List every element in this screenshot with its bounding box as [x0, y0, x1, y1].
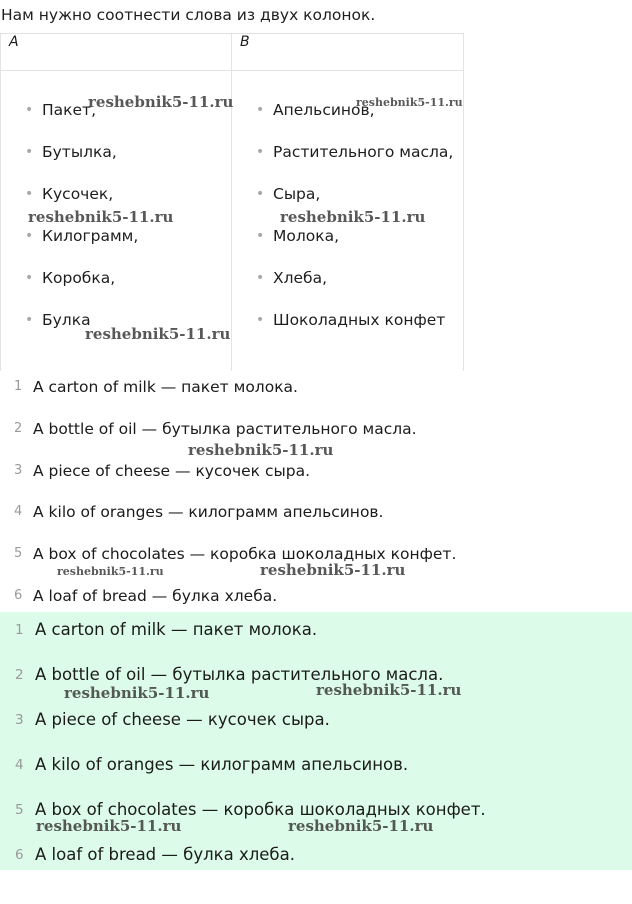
item-number: 1 — [14, 379, 23, 394]
item-number: 2 — [14, 420, 23, 436]
matching-table — [0, 33, 464, 371]
answer-item — [0, 800, 486, 845]
watermark-logo: reshebnik5-11.ru — [316, 681, 462, 699]
bullet-icon: • — [25, 312, 34, 328]
answer-item — [0, 710, 486, 755]
answer-item — [0, 845, 486, 890]
list-item-label: Апельсинов, — [273, 101, 375, 119]
item-number: 4 — [15, 757, 24, 773]
list-item-label: Пакет, — [42, 101, 97, 119]
list-item — [1, 310, 231, 352]
answer-text: A box of chocolates — коробка шоколадных конфет. — [35, 800, 486, 819]
answer-item — [0, 461, 456, 503]
answer-text: A carton of milk — пакет молока. — [33, 378, 298, 396]
answer-item — [0, 665, 486, 710]
watermark-logo: reshebnik5-11.ru — [280, 208, 426, 226]
bullet-icon: • — [25, 228, 34, 244]
watermark-logo: reshebnik5-11.ru — [36, 817, 182, 835]
answer-text: A bottle of oil — бутылка растительного масла. — [33, 419, 417, 438]
answer-text: A box of chocolates — коробка шоколадных конфет. — [33, 545, 457, 564]
list-item-label: Коробка, — [42, 269, 116, 287]
bullet-icon: • — [256, 312, 265, 328]
answer-item — [0, 502, 456, 544]
watermark-logo: reshebnik5-11.ru — [85, 325, 231, 343]
watermark-logo: reshebnik5-11.ru — [260, 561, 406, 579]
list-item-label: Молока, — [273, 227, 340, 245]
item-number: 5 — [14, 546, 23, 562]
column-a-cell — [1, 71, 232, 372]
answer-list — [0, 377, 456, 628]
list-item-label: Шоколадных конфет — [273, 311, 446, 329]
watermark-logo: reshebnik5-11.ru — [57, 565, 164, 578]
bullet-icon: • — [256, 144, 265, 160]
bullet-icon: • — [25, 144, 34, 160]
bullet-icon: • — [256, 186, 265, 202]
list-item-label: Килограмм, — [42, 227, 139, 245]
watermark-logo: reshebnik5-11.ru — [288, 817, 434, 835]
list-item — [232, 310, 463, 352]
item-number: 1 — [15, 622, 24, 638]
item-number: 6 — [15, 847, 24, 863]
list-item — [1, 226, 231, 268]
answer-item — [0, 419, 456, 461]
watermark-logo: reshebnik5-11.ru — [28, 208, 174, 226]
watermark-logo: reshebnik5-11.ru — [356, 96, 463, 109]
item-number: 5 — [15, 802, 24, 818]
bullet-icon: • — [256, 102, 265, 118]
answer-text: A loaf of bread — булка хлеба. — [35, 845, 295, 864]
list-item-label: Булка — [42, 311, 91, 329]
answer-text: A piece of cheese — кусочек сыра. — [33, 461, 310, 480]
list-item — [1, 100, 231, 142]
bullet-icon: • — [256, 228, 265, 244]
watermark-logo: reshebnik5-11.ru — [88, 93, 234, 111]
watermark-logo: reshebnik5-11.ru — [188, 441, 334, 459]
answer-text: A piece of cheese — кусочек сыра. — [35, 710, 330, 729]
item-number: 2 — [15, 667, 24, 683]
list-item — [1, 268, 231, 310]
item-number: 3 — [14, 462, 23, 478]
column-b-cell — [232, 71, 464, 372]
bullet-icon: • — [25, 102, 34, 118]
bullet-icon: • — [25, 270, 34, 286]
column-header-a: A — [1, 34, 232, 71]
bullet-icon: • — [25, 186, 34, 202]
list-item — [232, 268, 463, 310]
answer-text: A bottle of oil — бутылка растительного масла. — [35, 665, 444, 684]
list-item-label: Кусочек, — [42, 185, 114, 203]
answer-item — [0, 755, 486, 800]
intro-text: Нам нужно соотнести слова из двух колонок. — [1, 6, 376, 24]
list-item — [232, 184, 463, 226]
answer-text: A carton of milk — пакет молока. — [35, 620, 318, 639]
list-item — [232, 100, 463, 142]
answer-text: A kilo of oranges — килограмм апельсинов. — [35, 755, 409, 774]
list-item — [232, 226, 463, 268]
item-number: 3 — [15, 712, 24, 728]
list-item-label: Бутылка, — [42, 143, 117, 161]
column-a-list — [1, 71, 234, 352]
answer-item — [0, 544, 456, 586]
answer-item — [0, 377, 456, 419]
item-number: 6 — [14, 587, 23, 603]
column-header-b: B — [232, 34, 464, 71]
answer-text: A kilo of oranges — килограмм апельсинов. — [33, 503, 384, 522]
list-item-label: Растительного масла, — [273, 143, 454, 161]
item-number: 4 — [14, 504, 23, 520]
answer-item — [0, 620, 486, 665]
list-item — [1, 142, 231, 184]
bullet-icon: • — [256, 270, 265, 286]
highlighted-answer-list — [0, 620, 486, 890]
list-item-label: Хлеба, — [273, 269, 328, 287]
watermark-logo: reshebnik5-11.ru — [64, 684, 210, 702]
answer-text: A loaf of bread — булка хлеба. — [33, 586, 278, 605]
list-item-label: Сыра, — [273, 185, 321, 203]
list-item — [1, 184, 231, 226]
list-item — [232, 142, 463, 184]
column-b-list — [232, 71, 463, 352]
